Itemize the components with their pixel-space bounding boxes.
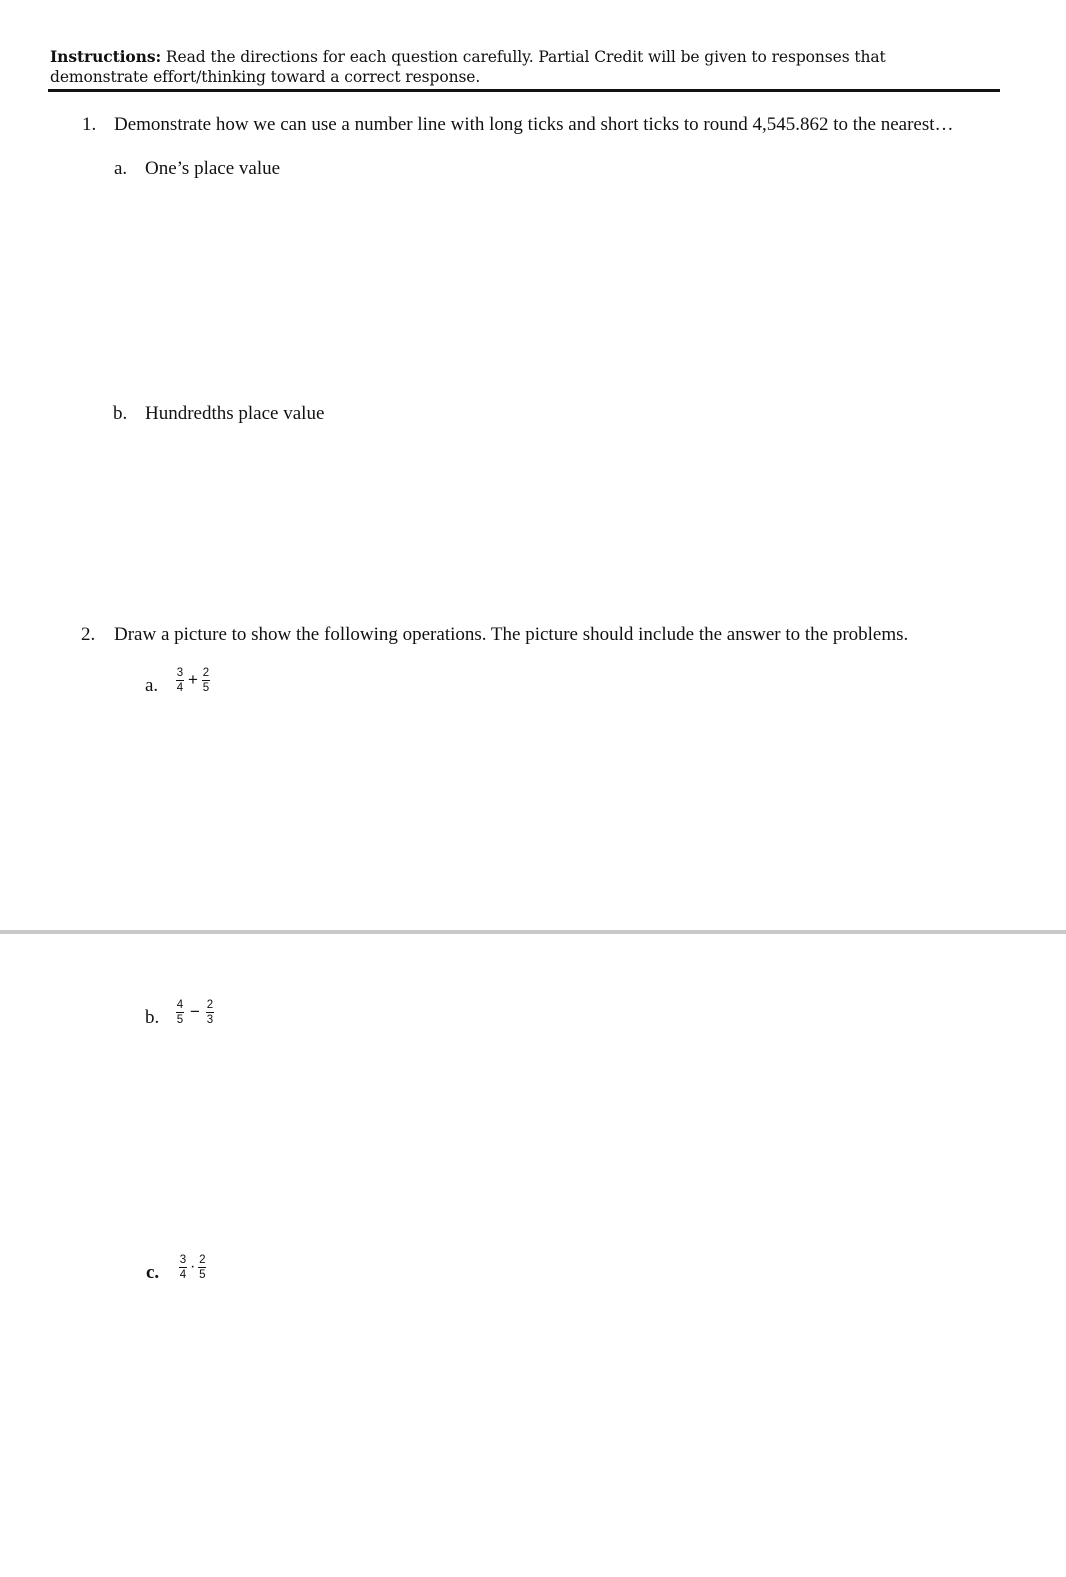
page-break-divider <box>0 930 1066 934</box>
numerator: 4 <box>176 999 184 1011</box>
fraction <box>174 667 186 694</box>
q2-c-label: c. <box>146 1262 160 1283</box>
q1-b-label: b. <box>113 403 128 424</box>
fraction <box>174 999 186 1026</box>
q2-b-label: b. <box>145 1007 160 1028</box>
q2-b-expression <box>174 999 216 1026</box>
instructions-block <box>50 47 950 87</box>
multiply-operator: · <box>190 1258 196 1275</box>
q2-a-expression <box>174 667 212 694</box>
denominator: 3 <box>206 1014 214 1026</box>
q1-a-label: a. <box>114 158 128 179</box>
denominator: 4 <box>179 1269 187 1281</box>
fraction <box>200 667 212 694</box>
fraction-bar <box>202 680 210 681</box>
denominator: 5 <box>202 682 210 694</box>
denominator: 5 <box>176 1014 184 1026</box>
numerator: 3 <box>179 1254 187 1266</box>
header-rule <box>48 89 1000 92</box>
denominator: 5 <box>199 1269 206 1281</box>
denominator: 4 <box>176 682 184 694</box>
fraction <box>204 999 216 1026</box>
q1-number: 1. <box>82 114 97 135</box>
minus-operator: − <box>190 1002 200 1021</box>
q1-a-text: One’s place value <box>145 158 281 179</box>
fraction <box>196 1254 208 1281</box>
fraction-bar <box>179 1267 187 1268</box>
q2-a-label: a. <box>145 675 159 696</box>
instructions-lead: Instructions: <box>50 47 162 66</box>
q1-b-text: Hundredths place value <box>145 403 325 424</box>
numerator: 3 <box>176 667 184 679</box>
q2-number: 2. <box>81 624 96 645</box>
q2-c-expression <box>177 1254 208 1281</box>
instructions-text: Read the directions for each question carefully. Partial Credit will be given to responses that demonstrate effort/thinking toward a correct response. <box>50 48 886 86</box>
numerator: 2 <box>202 667 210 679</box>
fraction-bar <box>176 1012 184 1013</box>
numerator: 2 <box>199 1254 206 1266</box>
q1-text: Demonstrate how we can use a number line with long ticks and short ticks to round 4,545.862 to the nearest… <box>114 114 954 135</box>
fraction-bar <box>198 1267 206 1268</box>
plus-operator: + <box>188 670 198 689</box>
fraction-bar <box>176 680 184 681</box>
numerator: 2 <box>206 999 214 1011</box>
q2-text: Draw a picture to show the following operations. The picture should include the answer to the problems. <box>114 624 909 645</box>
fraction <box>177 1254 189 1281</box>
fraction-bar <box>206 1012 214 1013</box>
